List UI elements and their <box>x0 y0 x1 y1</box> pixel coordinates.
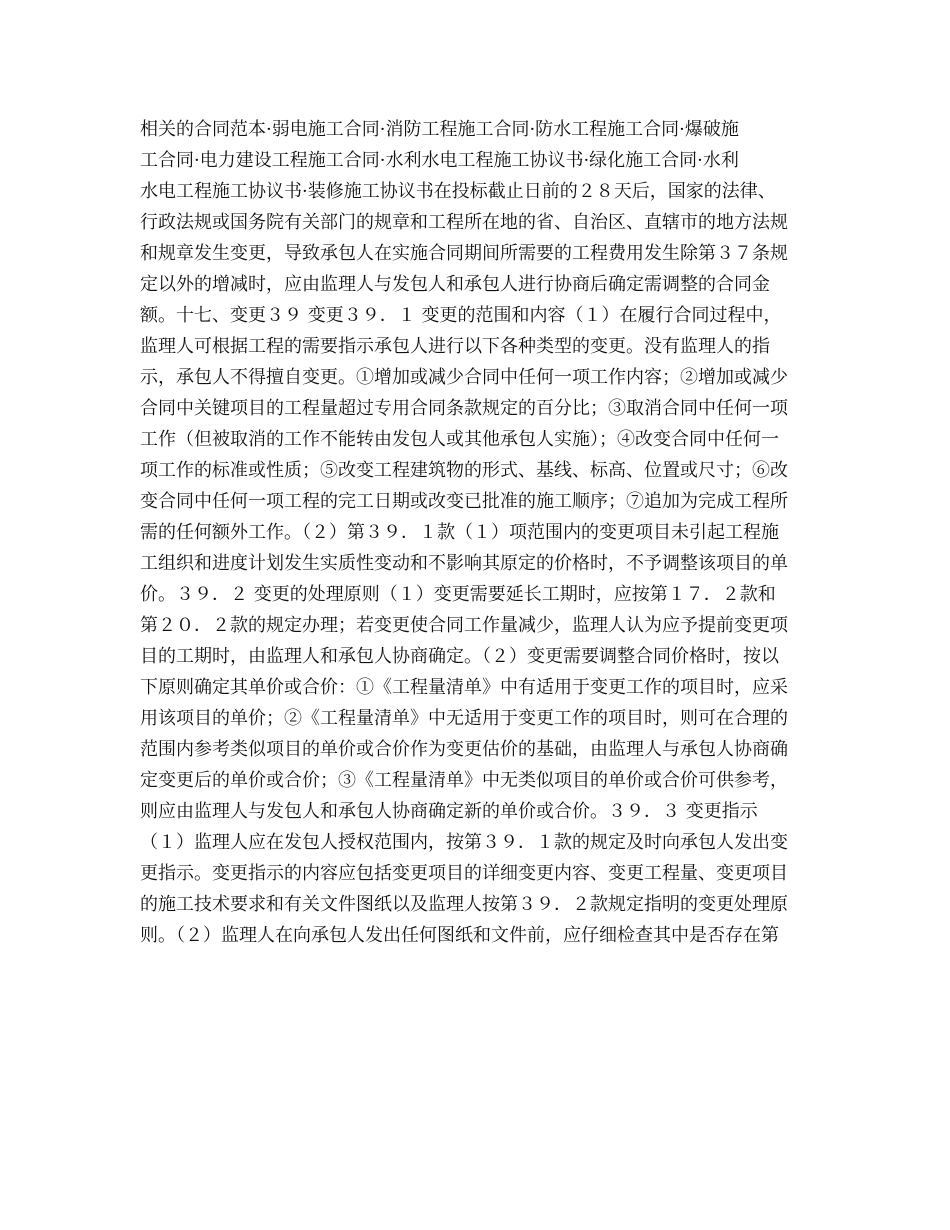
text-line: 价。３９．２ 变更的处理原则（１）变更需要延长工期时，应按第１７．２款和 <box>140 584 776 605</box>
text-line: 行政法规或国务院有关部门的规章和工程所在地的省、自治区、直辖市的地方法规 <box>140 212 788 233</box>
text-line: 目的工期时，由监理人和承包人协商确定。（２）变更需要调整合同价格时，按以 <box>140 646 779 667</box>
text-line: 的施工技术要求和有关文件图纸以及监理人按第３９．２款规定指明的变更处理原 <box>140 894 788 915</box>
text-line: 示，承包人不得擅自变更。①增加或减少合同中任何一项工作内容；②增加或减少 <box>140 367 788 388</box>
text-line: 范围内参考类似项目的单价或合价作为变更估价的基础，由监理人与承包人协商确 <box>140 739 788 760</box>
text-line: 工组织和进度计划发生实质性变动和不影响其原定的价格时，不予调整该项目的单 <box>140 553 788 574</box>
text-line: 更指示。变更指示的内容应包括变更项目的详细变更内容、变更工程量、变更项目 <box>140 863 788 884</box>
text-line: 和规章发生变更，导致承包人在实施合同期间所需要的工程费用发生除第３７条规 <box>140 243 788 264</box>
text-line: 工作（但被取消的工作不能转由发包人或其他承包人实施）；④改变合同中任何一 <box>140 429 779 450</box>
text-line: 相关的合同范本·弱电施工合同·消防工程施工合同·防水工程施工合同·爆破施 <box>140 119 739 140</box>
text-line: （１）监理人应在发包人授权范围内，按第３９．１款的规定及时向承包人发出变 <box>140 832 788 853</box>
body-text <box>140 114 810 951</box>
text-line: 变合同中任何一项工程的完工日期或改变已批准的施工顺序；⑦追加为完成工程所 <box>140 491 788 512</box>
text-line: 定以外的增减时，应由监理人与发包人和承包人进行协商后确定需调整的合同金 <box>140 274 770 295</box>
text-line: 监理人可根据工程的需要指示承包人进行以下各种类型的变更。没有监理人的指 <box>140 336 770 357</box>
text-line: 用该项目的单价；②《工程量清单》中无适用于变更工作的项目时，则可在合理的 <box>140 708 788 729</box>
text-line: 定变更后的单价或合价；③《工程量清单》中无类似项目的单价或合价可供参考， <box>140 770 788 791</box>
text-line: 额。十七、变更３９ 变更３９．１ 变更的范围和内容（１）在履行合同过程中， <box>140 305 782 326</box>
text-line: 需的任何额外工作。（２）第３９．１款（１）项范围内的变更项目未引起工程施 <box>140 522 779 543</box>
text-line: 工合同·电力建设工程施工合同·水利水电工程施工协议书·绿化施工合同·水利 <box>140 150 739 171</box>
text-line: 水电工程施工协议书·装修施工协议书在投标截止日前的２８天后，国家的法律、 <box>140 181 776 202</box>
text-line: 则应由监理人与发包人和承包人协商确定新的单价或合价。３９．３ 变更指示 <box>140 801 758 822</box>
text-line: 第２０．２款的规定办理；若变更使合同工作量减少，监理人认为应予提前变更项 <box>140 615 788 636</box>
text-line: 合同中关键项目的工程量超过专用合同条款规定的百分比；③取消合同中任何一项 <box>140 398 788 419</box>
text-line: 项工作的标准或性质；⑤改变工程建筑物的形式、基线、标高、位置或尺寸；⑥改 <box>140 460 788 481</box>
text-line: 下原则确定其单价或合价：①《工程量清单》中有适用于变更工作的项目时，应采 <box>140 677 788 698</box>
text-line: 则。（２）监理人在向承包人发出任何图纸和文件前，应仔细检查其中是否存在第 <box>140 925 779 946</box>
